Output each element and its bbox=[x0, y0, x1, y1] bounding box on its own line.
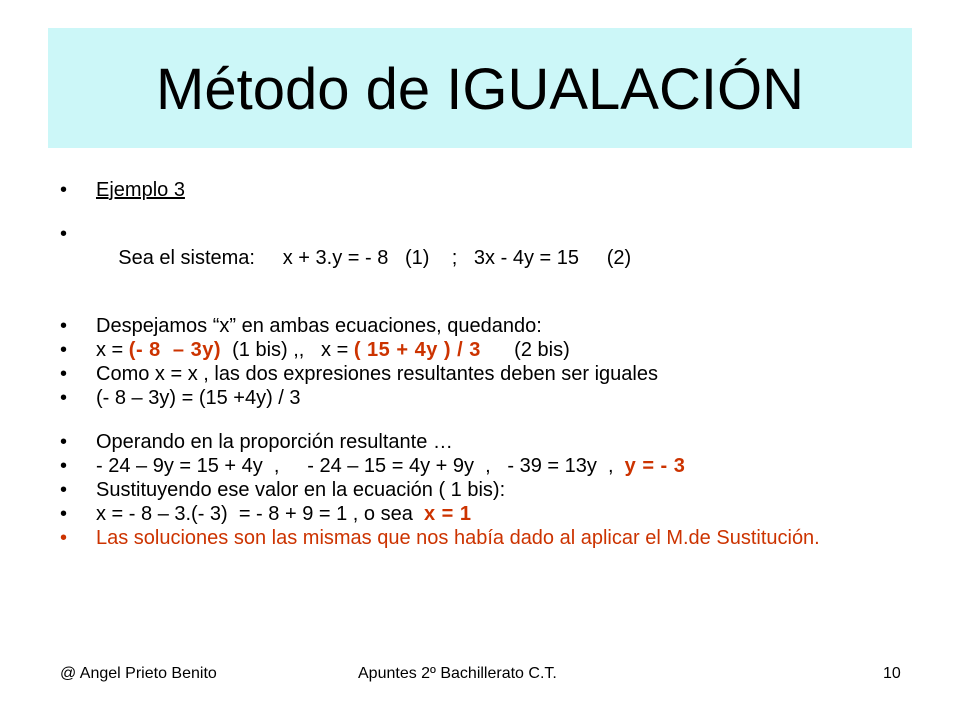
expr-part-5: (2 bis) bbox=[480, 339, 570, 361]
bullet-operating bbox=[60, 430, 920, 454]
example-heading: Ejemplo 3 bbox=[96, 179, 185, 201]
footer-course: Apuntes 2º Bachillerato C.T. bbox=[358, 665, 557, 682]
equal-text: Como x = x , las dos expresiones resultantes deben ser iguales bbox=[96, 363, 658, 385]
isolate-text: Despejamos “x” en ambas ecuaciones, quedando: bbox=[96, 315, 542, 337]
bullet-solve-y bbox=[60, 454, 920, 478]
x-result: x = 1 bbox=[423, 503, 472, 525]
operating-text: Operando en la proporción resultante … bbox=[96, 431, 453, 453]
bullet-solve-x bbox=[60, 502, 920, 526]
equation-text: (- 8 – 3y) = (15 +4y) / 3 bbox=[96, 387, 301, 409]
footer-author: @ Angel Prieto Benito bbox=[60, 665, 217, 682]
substitute-text: Sustituyendo ese valor en la ecuación ( 1 bis): bbox=[96, 479, 506, 501]
bullet-conclusion bbox=[60, 526, 876, 550]
bullet-substitute bbox=[60, 478, 920, 502]
conclusion-text: Las soluciones son las mismas que nos había dado al aplicar el M.de Sustitución. bbox=[96, 527, 820, 549]
y-result: y = - 3 bbox=[624, 455, 686, 477]
bullet-system bbox=[60, 222, 920, 294]
expr-part-3: (1 bis) ,, x = bbox=[221, 339, 354, 361]
bullet-list bbox=[60, 178, 920, 550]
expr-part-1: x = bbox=[96, 339, 129, 361]
footer-page-number: 10 bbox=[883, 665, 901, 682]
title-bar bbox=[48, 28, 912, 148]
bullet-expressions bbox=[60, 338, 920, 362]
bullet-equation bbox=[60, 386, 920, 410]
bullet-equal bbox=[60, 362, 920, 386]
solve-x-steps: x = - 8 – 3.(- 3) = - 8 + 9 = 1 , o sea bbox=[96, 503, 424, 525]
expr-part-4: ( 15 + 4y ) / 3 bbox=[353, 339, 481, 361]
solve-y-steps: - 24 – 9y = 15 + 4y , - 24 – 15 = 4y + 9y , - 39 = 13y , bbox=[96, 455, 625, 477]
expr-part-2: (- 8 – 3y) bbox=[128, 339, 221, 361]
bullet-isolate bbox=[60, 314, 920, 338]
slide-title: Método de IGUALACIÓN bbox=[156, 57, 804, 122]
system-text: Sea el sistema: x + 3.y = - 8 (1) ; 3x - 4y = 15 (2) bbox=[118, 247, 632, 269]
bullet-example-heading bbox=[60, 178, 920, 202]
